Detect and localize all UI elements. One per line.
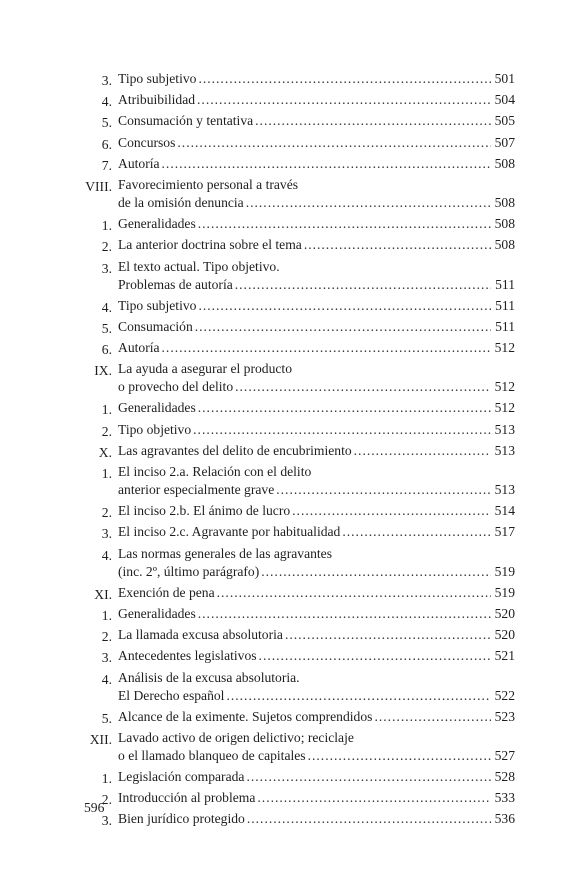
toc-entry-page: 504 (494, 92, 515, 108)
toc-entry-page: 527 (494, 747, 515, 763)
toc-entry (98, 442, 515, 460)
dot-leader (198, 215, 491, 233)
toc-entry-number: 4. (101, 94, 112, 110)
toc-entry-page: 513 (494, 442, 515, 458)
toc-entry-number: 4. (101, 547, 112, 563)
toc-entry-number: X. (98, 444, 112, 460)
toc-entry-number: 6. (101, 136, 112, 152)
dot-leader (246, 194, 491, 212)
dot-leader (308, 747, 491, 765)
toc-entry-row (118, 605, 515, 623)
toc-entry-page: 512 (494, 400, 515, 416)
toc-entry-title: El Derecho español (118, 687, 225, 703)
dot-leader (255, 112, 491, 130)
toc-entry-number: 4. (101, 671, 112, 687)
toc-entry-number: 5. (101, 115, 112, 131)
dot-leader (342, 523, 491, 541)
toc-entry-row (118, 134, 515, 152)
toc-entry-row (118, 70, 515, 88)
toc-entry-page: 533 (494, 790, 515, 806)
dot-leader (304, 236, 491, 254)
toc-entry-title: Tipo objetivo (118, 421, 192, 437)
toc-entry-row (118, 194, 515, 212)
toc-entry-title-line1: La ayuda a asegurar el producto (118, 361, 292, 377)
toc-entry-number: 2. (101, 423, 112, 439)
toc-entry (101, 134, 515, 152)
toc-entry-title: o provecho del delito (118, 379, 234, 395)
toc-entry-title: Problemas de autoría (118, 276, 233, 292)
toc-entry-title: Tipo subjetivo (118, 297, 197, 313)
toc-entry-page: 528 (494, 769, 515, 785)
toc-entry-page: 513 (494, 421, 515, 437)
toc-entry-title-line1: Las normas generales de las agravantes (118, 545, 333, 561)
toc-entry-page: 501 (494, 71, 515, 86)
toc-entry-number: 3. (101, 260, 112, 276)
toc-entry-number: 1. (101, 466, 112, 481)
toc-entry-page: 514 (494, 503, 515, 519)
toc-entry (101, 421, 515, 439)
toc-entry (101, 91, 515, 110)
toc-entry-page: 512 (494, 340, 515, 356)
toc-entry-title: (inc. 2º, último parágrafo) (118, 563, 260, 579)
toc-entry-title: Consumación y tentativa (118, 113, 254, 129)
toc-entry-page: 519 (494, 563, 515, 579)
toc-entry-row (118, 584, 515, 602)
dot-leader (162, 339, 491, 357)
dot-leader (374, 708, 491, 726)
toc-entry-row (118, 339, 515, 357)
toc-entry-row (118, 378, 515, 396)
toc-entry-page: 508 (494, 194, 515, 210)
toc-entry (101, 297, 515, 315)
toc-entry (101, 112, 515, 131)
toc-entry-row (118, 421, 515, 439)
toc-entry-page: 513 (494, 482, 515, 497)
toc-entry-row (118, 215, 515, 233)
toc-entry-title: Consumación (118, 318, 193, 334)
toc-entry-page: 511 (495, 297, 515, 313)
toc-entry (101, 70, 515, 88)
dot-leader (235, 378, 491, 396)
toc-entry-number: 1. (101, 607, 112, 623)
toc-entry-row (118, 297, 515, 315)
toc-entry-title: Autoría (118, 155, 160, 171)
toc-entry-page: 517 (494, 524, 515, 540)
toc-entry-title: anterior especialmente grave (118, 482, 275, 497)
toc-entry-row (118, 112, 515, 130)
toc-entry-title-line1: Análisis de la excusa absolutoria. (118, 669, 300, 685)
toc-entry-row (118, 810, 515, 828)
toc-entry (94, 360, 515, 396)
toc-entry-title: Introducción al problema (118, 790, 256, 806)
toc-entry (101, 626, 515, 645)
dot-leader (285, 626, 491, 644)
toc-entry (101, 155, 515, 173)
toc-entry (101, 318, 515, 336)
toc-entry-number: 5. (101, 710, 112, 726)
toc-entry-title: Concursos (118, 134, 176, 150)
toc-entry-title: Exención de pena (118, 584, 215, 600)
toc-entry-number: XII. (89, 731, 112, 747)
toc-entry (101, 215, 515, 234)
toc-entry-number: 3. (101, 526, 112, 542)
toc-entry (101, 605, 515, 623)
dot-leader (162, 155, 491, 173)
toc-entry-title: La anterior doctrina sobre el tema (118, 237, 302, 253)
toc-entry-number: 2. (101, 792, 112, 808)
toc-entry-number: VIII. (85, 178, 112, 194)
toc-entry-title: Atribuibilidad (118, 92, 196, 108)
toc-entry-row (118, 768, 515, 786)
toc-entry-title-line1: Favorecimiento personal a través (118, 176, 299, 192)
toc-entry-title: Bien jurídico protegido (118, 811, 245, 827)
toc-entry-number: XI. (94, 586, 112, 602)
toc-entry-row (118, 91, 515, 109)
toc-entry-row (118, 747, 515, 765)
toc-entry-row (118, 502, 515, 520)
dot-leader (354, 442, 491, 460)
toc-entry (101, 339, 515, 358)
toc-entry-title: La llamada excusa absolutoria (118, 627, 283, 643)
toc-entry (101, 810, 515, 829)
dot-leader (235, 276, 491, 294)
toc-entry-page: 519 (494, 584, 515, 600)
toc-entry-title-line1: El texto actual. Tipo objetivo. (118, 258, 280, 274)
toc-entry-title-line1: El inciso 2.a. Relación con el delito (118, 464, 312, 479)
toc-entry-title: o el llamado blanqueo de capitales (118, 747, 306, 763)
page-number: 596 (84, 800, 105, 815)
toc-entry-page: 523 (494, 708, 515, 724)
toc-entry-page: 508 (494, 155, 515, 171)
toc-entry-row (118, 442, 515, 460)
toc-entry-title: Antecedentes legislativos (118, 648, 257, 664)
dot-leader (259, 647, 491, 665)
toc-entry (101, 502, 515, 521)
toc-entry (94, 584, 515, 602)
toc-entry-row (118, 155, 515, 173)
toc-entry-row (118, 399, 515, 417)
dot-leader (198, 297, 491, 315)
toc-entry-row (118, 687, 515, 705)
dot-leader (226, 687, 491, 705)
toc-entry (101, 647, 515, 666)
dot-leader (198, 605, 491, 623)
toc-entry-title: de la omisión denuncia (118, 194, 244, 210)
dot-leader (197, 91, 491, 109)
toc-entry-page: 522 (494, 687, 515, 703)
toc-entry-number: 4. (101, 299, 112, 315)
toc-entry-row (118, 236, 515, 254)
toc-entry-title: Alcance de la eximente. Sujetos comprendidos (118, 708, 373, 724)
toc-entry-row (118, 318, 515, 336)
toc-entry-number: 2. (101, 629, 112, 645)
dot-leader (193, 421, 491, 439)
toc-entry-page: 521 (494, 648, 515, 664)
toc-entry-title: Generalidades (118, 605, 196, 621)
toc-entry-number: IX. (94, 363, 112, 379)
toc-entry-row (118, 708, 515, 726)
toc-entry-number: 2. (101, 239, 112, 255)
toc-entry-title: Generalidades (118, 400, 196, 416)
toc-entry (101, 545, 515, 581)
dot-leader (292, 502, 491, 520)
toc-entry-number: 3. (101, 73, 112, 88)
toc-entry-title-line1: Lavado activo de origen delictivo; reciclaje (118, 729, 354, 745)
dot-leader (276, 481, 491, 499)
toc-entry-row (118, 789, 515, 807)
toc-entry-page: 520 (494, 605, 515, 621)
toc-entry-row (118, 481, 515, 499)
toc-entry-row (118, 563, 515, 581)
toc-entry-row (118, 626, 515, 644)
toc-entry-page: 536 (494, 811, 515, 827)
toc-entry-title: Tipo subjetivo (118, 71, 197, 86)
toc-entry (101, 669, 515, 705)
toc-entry-page: 508 (494, 216, 515, 232)
toc-entry-number: 1. (101, 771, 112, 787)
dot-leader (261, 563, 491, 581)
toc-entry-title: El inciso 2.c. Agravante por habitualidad (118, 524, 341, 540)
toc-entry-title: Las agravantes del delito de encubrimiento (118, 442, 352, 458)
toc-entry (101, 463, 515, 499)
toc-entry (101, 236, 515, 255)
toc-entry-title: Autoría (118, 340, 160, 356)
toc-entry (101, 258, 515, 294)
toc-entry-page: 511 (495, 318, 515, 334)
toc-entry-row (118, 523, 515, 541)
toc-entry (101, 523, 515, 542)
toc-entry-number: 2. (101, 505, 112, 521)
toc-entry-number: 1. (101, 402, 112, 418)
toc-entry-page: 511 (495, 276, 515, 292)
dot-leader (177, 134, 491, 152)
toc-entry-title: Legislación comparada (118, 769, 245, 785)
toc-entry-number: 1. (101, 218, 112, 234)
toc-entry-number: 3. (101, 650, 112, 666)
dot-leader (246, 768, 491, 786)
toc-entry (101, 789, 515, 808)
toc-entry (101, 768, 515, 787)
dot-leader (217, 584, 491, 602)
toc-entry (101, 708, 515, 726)
toc-entry-page: 520 (494, 627, 515, 643)
dot-leader (198, 399, 491, 417)
toc-entry-page: 505 (494, 113, 515, 129)
toc-entry-number: 3. (101, 813, 112, 829)
toc-entry-number: 7. (101, 157, 112, 173)
toc-entry-row (118, 276, 515, 294)
toc-entry-title: El inciso 2.b. El ánimo de lucro (118, 503, 291, 519)
dot-leader (257, 789, 491, 807)
toc-entry (85, 176, 515, 212)
toc-entry-number: 5. (101, 320, 112, 336)
dot-leader (247, 810, 491, 828)
toc-entry-number: 6. (101, 342, 112, 358)
dot-leader (195, 318, 491, 336)
toc-entry-page: 508 (494, 237, 515, 253)
dot-leader (198, 70, 491, 88)
table-of-contents (0, 70, 580, 832)
toc-entry-row (118, 647, 515, 665)
toc-entry (89, 729, 515, 765)
toc-entry-title: Generalidades (118, 216, 196, 232)
toc-entry-page: 512 (494, 379, 515, 395)
toc-entry-page: 507 (494, 134, 515, 150)
toc-entry (101, 399, 515, 418)
